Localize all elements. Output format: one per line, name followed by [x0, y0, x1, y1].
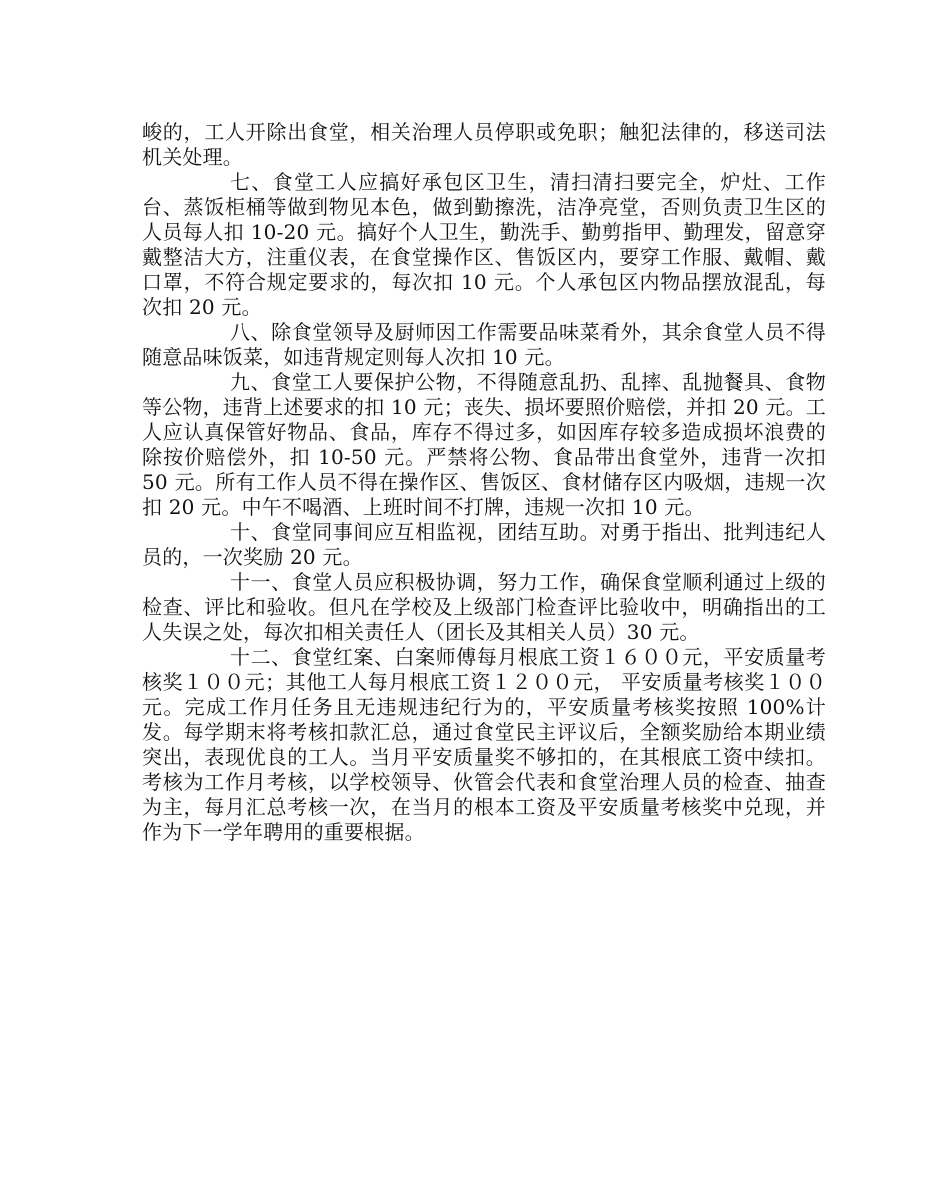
paragraph-item-11: 十一、食堂人员应积极协调，努力工作，确保食堂顺利通过上级的检查、评比和验收。但凡在学校及上级部门检查评比验收中，明确指出的工人失误之处，每次扣相关责任人（团长及其相关人员）30 元。 [142, 570, 826, 644]
paragraph-item-12: 十二、食堂红案、白案师傅每月根底工资１６００元，平安质量考核奖１００元；其他工人每月根底工资１２００元， 平安质量考核奖１００元。完成工作月任务且无违规违纪行为的，平安质量考核奖按照 100%计发。每学期末将考核扣款汇总，通过食堂民主评议后，全额奖励给本期业绩突出，表现优良的工人。当月平安质量奖不够扣的，在其根底工资中续扣。考核为工作月考核，以学校领导、伙管会代表和食堂治理人员的检查、抽查为主，每月汇总考核一次，在当月的根本工资及平安质量考核奖中兑现，并作为下一学年聘用的重要根据。 [142, 645, 826, 844]
paragraph-continued: 峻的，工人开除出食堂，相关治理人员停职或免职；触犯法律的，移送司法机关处理。 [142, 120, 826, 169]
paragraph-item-7: 七、食堂工人应搞好承包区卫生，清扫清扫要完全，炉灶、工作台、蒸饭柜桶等做到物见本色，做到勤擦洗，洁净亮堂，否则负责卫生区的人员每人扣 10-20 元。搞好个人卫生，勤洗手、勤剪指甲、勤理发，留意穿戴整洁大方，注重仪表，在食堂操作区、售饭区内，要穿工作服、戴帽、戴口罩，不符合规定要求的，每次扣 10 元。个人承包区内物品摆放混乱，每次扣 20 元。 [142, 170, 826, 319]
paragraph-item-10: 十、食堂同事间应互相监视，团结互助。对勇于指出、批判违纪人员的，一次奖励 20 元。 [142, 520, 826, 569]
paragraph-item-9: 九、食堂工人要保护公物，不得随意乱扔、乱摔、乱抛餐具、食物等公物，违背上述要求的扣 10 元；丧失、损坏要照价赔偿，并扣 20 元。工人应认真保管好物品、食品，库存不得过多，如因库存较多造成损坏浪费的除按价赔偿外，扣 10-50 元。严禁将公物、食品带出食堂外，违背一次扣 50 元。所有工作人员不得在操作区、售饭区、食材储存区内吸烟，违规一次扣 20 元。中午不喝酒、上班时间不打牌，违规一次扣 10 元。 [142, 370, 826, 519]
paragraph-item-8: 八、除食堂领导及厨师因工作需要品味菜肴外，其余食堂人员不得随意品味饭菜，如违背规定则每人次扣 10 元。 [142, 320, 826, 369]
document-body [142, 120, 826, 845]
